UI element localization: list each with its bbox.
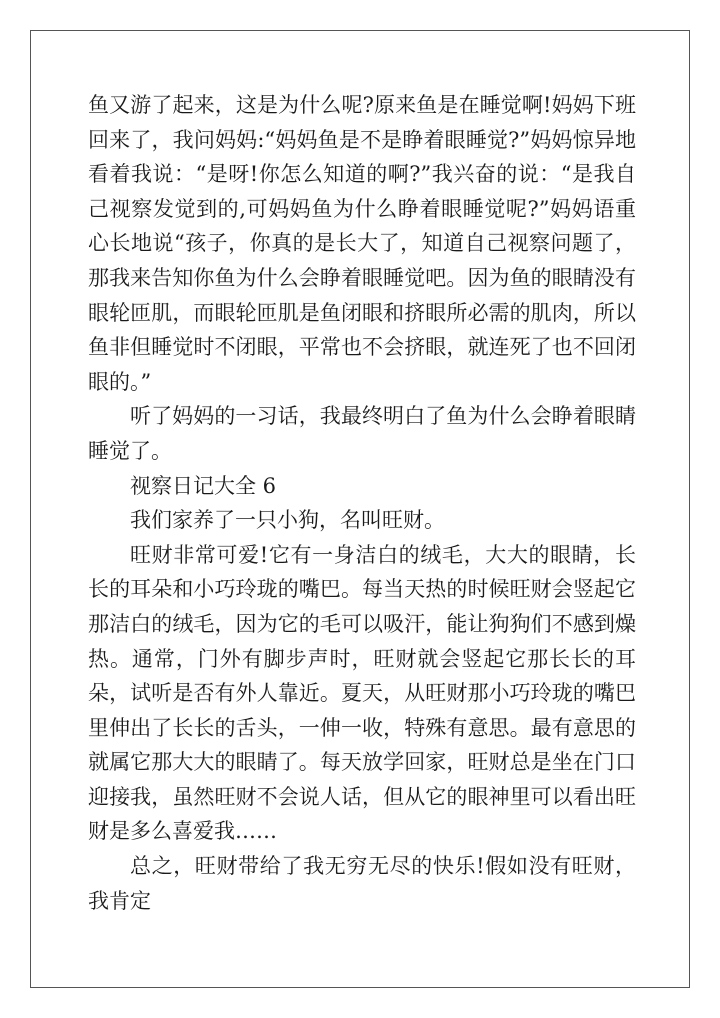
document-body bbox=[88, 88, 636, 918]
section-heading: 视察日记大全 6 bbox=[130, 473, 277, 498]
paragraph-fish-sleep: 鱼又游了起来，这是为什么呢?原来鱼是在睡觉啊!妈妈下班回来了，我问妈妈:“妈妈鱼是不是睁着眼睡觉?”妈妈惊异地看着我说：“是呀!你怎么知道的啊?”我兴奋的说：“是我自己视察发觉到的,可妈妈鱼为什么睁着眼睡觉呢?”妈妈语重心长地说“孩子，你真的是长大了，知道自己视察问题了，那我来告知你鱼为什么会睁着眼睡觉吧。因为鱼的眼睛没有眼轮匝肌，而眼轮匝肌是鱼闭眼和挤眼所必需的肌肉，所以鱼非但睡觉时不闭眼，平常也不会挤眼，就连死了也不回闭眼的。” bbox=[88, 93, 636, 394]
paragraph-dog-intro: 我们家养了一只小狗，名叫旺财。 bbox=[130, 508, 445, 533]
paragraph-conclusion: 听了妈妈的一习话，我最终明白了鱼为什么会睁着眼睛睡觉了。 bbox=[88, 404, 636, 463]
paragraph-summary: 总之，旺财带给了我无穷无尽的快乐!假如没有旺财，我肯定 bbox=[88, 854, 636, 913]
paragraph-dog-description: 旺财非常可爱!它有一身洁白的绒毛，大大的眼睛，长长的耳朵和小巧玲珑的嘴巴。每当天热的时候旺财会竖起它那洁白的绒毛，因为它的毛可以吸汗，能让狗狗们不感到燥热。通常，门外有脚步声时，旺财就会竖起它那长长的耳朵，试听是否有外人靠近。夏天，从旺财那小巧玲珑的嘴巴里伸出了长长的舌头，一伸一收，特殊有意思。最有意思的就属它那大大的眼睛了。每天放学回家，旺财总是坐在门口迎接我，虽然旺财不会说人话，但从它的眼神里可以看出旺财是多么喜爱我…… bbox=[88, 542, 636, 844]
